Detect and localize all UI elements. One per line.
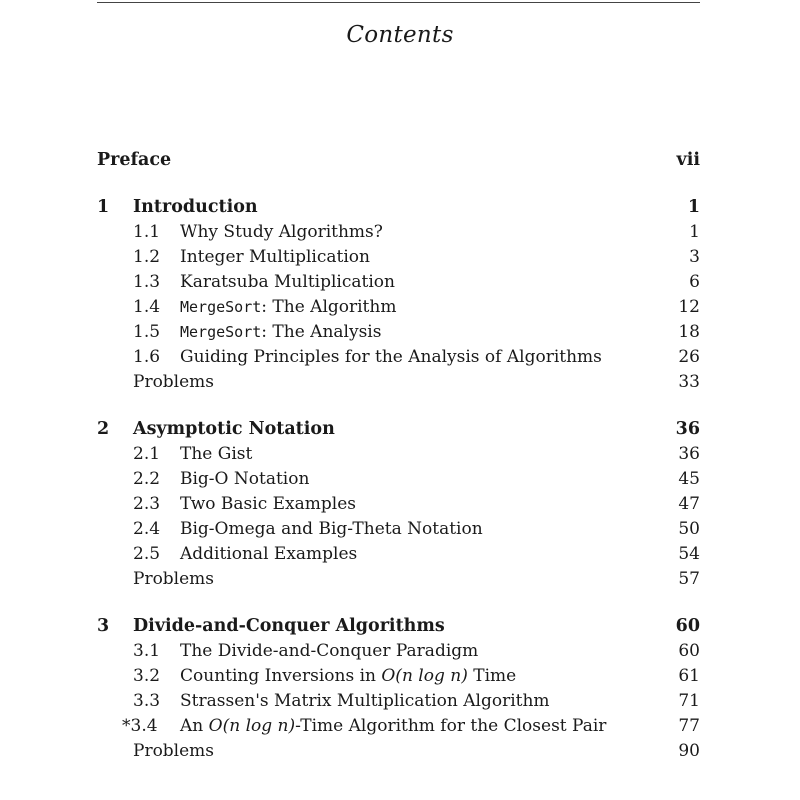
- section-number: 2.1: [133, 444, 161, 464]
- toc-problems-row[interactable]: [97, 370, 700, 395]
- section-title-pre: Counting Inversions in: [180, 666, 382, 686]
- section-number: 1.6: [133, 347, 161, 367]
- section-page: 3: [689, 247, 700, 267]
- section-title: [180, 714, 606, 739]
- section-page: 77: [678, 716, 700, 736]
- problems-label: Problems: [133, 372, 215, 392]
- section-title: Big-Omega and Big-Theta Notation: [180, 519, 483, 539]
- toc-problems-row[interactable]: [97, 739, 700, 764]
- section-title: The Divide-and-Conquer Paradigm: [180, 641, 479, 661]
- section-page: 12: [678, 297, 700, 317]
- section-page: 60: [678, 641, 700, 661]
- chapter-title: Asymptotic Notation: [133, 419, 335, 439]
- section-title: [180, 295, 396, 320]
- section-title: [180, 664, 516, 689]
- toc-section-row[interactable]: [97, 345, 700, 370]
- chapter-number: 1: [97, 197, 110, 217]
- section-title: Additional Examples: [180, 544, 358, 564]
- toc-section-row[interactable]: [97, 270, 700, 295]
- chapter-number: 2: [97, 419, 110, 439]
- toc-section-row[interactable]: [97, 245, 700, 270]
- toc-section-row[interactable]: [97, 714, 700, 739]
- chapter-page: 60: [675, 616, 700, 636]
- toc-problems-row[interactable]: [97, 567, 700, 592]
- section-number: 2.4: [133, 519, 161, 539]
- chapter-number: 3: [97, 616, 110, 636]
- section-title: Strassen's Matrix Multiplication Algorithm: [180, 691, 550, 711]
- section-page: 1: [689, 222, 700, 242]
- section-number: 1.4: [133, 297, 161, 317]
- math-expression: O(n log n): [208, 716, 296, 736]
- chapter-title: Divide-and-Conquer Algorithms: [133, 616, 445, 636]
- math-expression: O(n log n): [381, 666, 468, 686]
- toc-section-row[interactable]: [97, 689, 700, 714]
- toc-section-row[interactable]: [97, 542, 700, 567]
- toc-chapter-row[interactable]: [97, 417, 700, 442]
- chapter-page: 36: [675, 419, 700, 439]
- section-page: 71: [678, 691, 700, 711]
- toc-section-row[interactable]: [97, 664, 700, 689]
- toc-section-row[interactable]: [97, 467, 700, 492]
- section-title: Two Basic Examples: [180, 494, 356, 514]
- problems-page: 90: [678, 741, 700, 761]
- section-number: *3.4: [122, 716, 158, 736]
- section-page: 26: [678, 347, 700, 367]
- chapter-title: Introduction: [133, 197, 258, 217]
- problems-label: Problems: [133, 569, 215, 589]
- section-page: 50: [678, 519, 700, 539]
- section-title-rest: : The Algorithm: [261, 297, 397, 317]
- section-number: 1.2: [133, 247, 161, 267]
- toc-section-row[interactable]: [97, 517, 700, 542]
- section-number: 3.3: [133, 691, 161, 711]
- section-title-post: Time: [467, 666, 517, 686]
- toc-chapter-row[interactable]: [97, 195, 700, 220]
- preface-label: Preface: [97, 150, 172, 170]
- toc-section-row[interactable]: [97, 639, 700, 664]
- code-term: MergeSort: [180, 298, 262, 316]
- section-page: 36: [678, 444, 700, 464]
- section-title: Guiding Principles for the Analysis of Algorithms: [180, 347, 602, 367]
- toc-section-row[interactable]: [97, 295, 700, 320]
- section-page: 47: [678, 494, 700, 514]
- section-page: 6: [689, 272, 700, 292]
- section-title-rest: : The Analysis: [261, 322, 382, 342]
- toc-section-row[interactable]: [97, 492, 700, 517]
- preface-page: vii: [676, 150, 700, 170]
- toc-section-row[interactable]: [97, 442, 700, 467]
- section-number: 1.5: [133, 322, 161, 342]
- section-title: Big-O Notation: [180, 469, 310, 489]
- toc-chapter-row[interactable]: [97, 614, 700, 639]
- problems-page: 57: [678, 569, 700, 589]
- section-title: [180, 320, 381, 345]
- section-number: 3.1: [133, 641, 161, 661]
- section-title: The Gist: [180, 444, 253, 464]
- toc-preface-row[interactable]: [97, 148, 700, 173]
- toc-section-row[interactable]: [97, 220, 700, 245]
- section-title-post: -Time Algorithm for the Closest Pair: [295, 716, 607, 736]
- section-page: 45: [678, 469, 700, 489]
- top-rule: [97, 2, 700, 3]
- problems-page: 33: [678, 372, 700, 392]
- section-page: 18: [678, 322, 700, 342]
- section-number: 1.3: [133, 272, 161, 292]
- section-title-pre: An: [180, 716, 209, 736]
- chapter-page: 1: [687, 197, 700, 217]
- section-number: 1.1: [133, 222, 161, 242]
- section-page: 54: [678, 544, 700, 564]
- toc-section-row[interactable]: [97, 320, 700, 345]
- section-number: 2.5: [133, 544, 161, 564]
- section-number: 2.3: [133, 494, 161, 514]
- section-title: Karatsuba Multiplication: [180, 272, 395, 292]
- page-title: Contents: [346, 22, 454, 48]
- section-page: 61: [678, 666, 700, 686]
- section-number: 2.2: [133, 469, 161, 489]
- table-of-contents: [97, 148, 700, 764]
- section-title: Why Study Algorithms?: [180, 222, 383, 242]
- section-title: Integer Multiplication: [180, 247, 370, 267]
- section-number: 3.2: [133, 666, 161, 686]
- code-term: MergeSort: [180, 323, 262, 341]
- problems-label: Problems: [133, 741, 215, 761]
